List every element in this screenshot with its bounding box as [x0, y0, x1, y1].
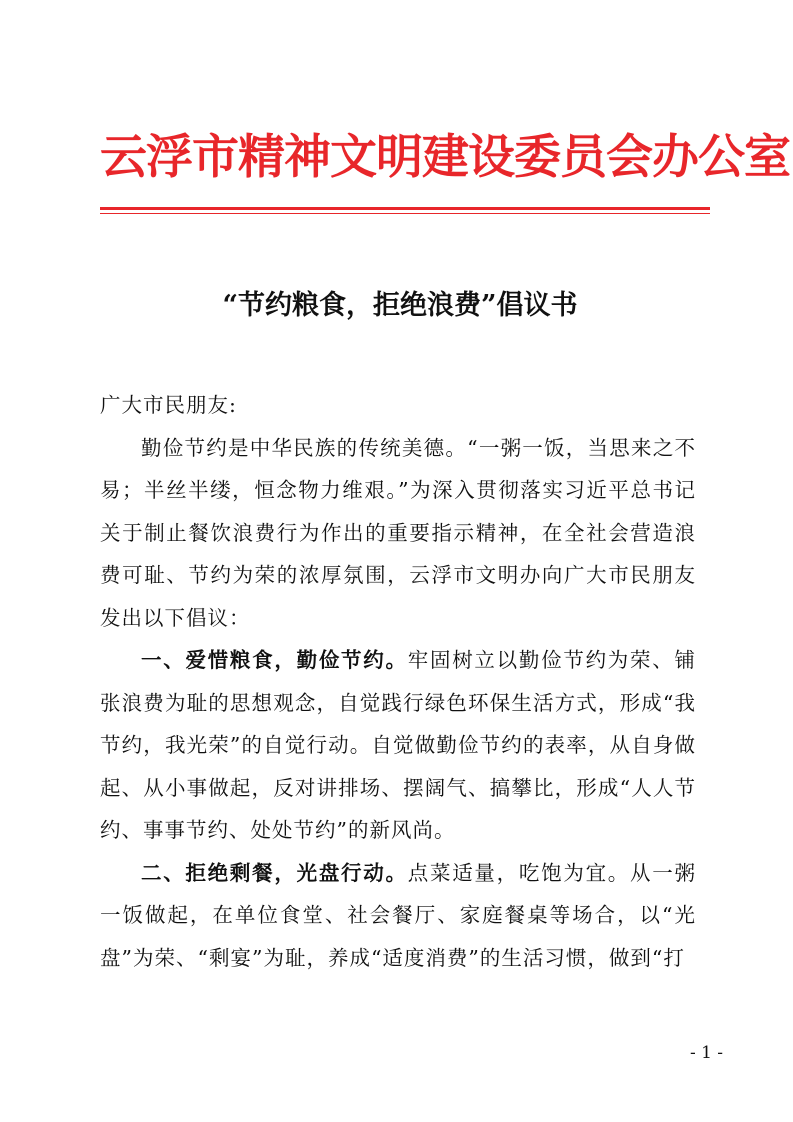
document-title: “节约粮食，拒绝浪费”倡议书: [222, 290, 578, 321]
header-rule-thick: [100, 207, 710, 210]
organization-header: 云浮市精神文明建设委员会办公室: [100, 130, 790, 185]
page-number: [0, 1043, 793, 1063]
salutation: 广大市民朋友:: [100, 393, 237, 417]
document-body: [100, 384, 696, 979]
section-text-1: 牢固树立以勤俭节约为荣、铺张浪费为耻的思想观念，自觉践行绿色环保生活方式，形成“我节约，我光荣”的自觉行动。自觉做勤俭节约的表率，从自身做起、从小事做起，反对讲排场、摆阔气、搞攀比，形成“人人节约、事事节约、处处节约”的新风尚。: [100, 648, 696, 842]
section-paragraph-1: [100, 639, 696, 852]
intro-paragraph: 勤俭节约是中华民族的传统美德。“一粥一饭，当思来之不易；半丝半缕，恒念物力维艰。”为深入贯彻落实习近平总书记关于制止餐饮浪费行为作出的重要指示精神，在全社会营造浪费可耻、节约为荣的浓厚氛围，云浮市文明办向广大市民朋友发出以下倡议：: [100, 435, 696, 630]
section-heading-2: 二、拒绝剩餐，光盘行动。: [141, 860, 408, 885]
section-heading-1: 一、爱惜粮食，勤俭节约。: [141, 648, 408, 672]
header-rule-thin: [100, 213, 710, 214]
section-text-2: 点菜适量，吃饱为宜。从一粥一饭做起，在单位食堂、社会餐厅、家庭餐桌等场合，以“光盘”为荣、“剩宴”为耻，养成“适度消费”的生活习惯，做到“打: [100, 860, 696, 970]
section-paragraph-2: [100, 852, 696, 980]
page-number-label: - 1 -: [689, 1043, 724, 1063]
